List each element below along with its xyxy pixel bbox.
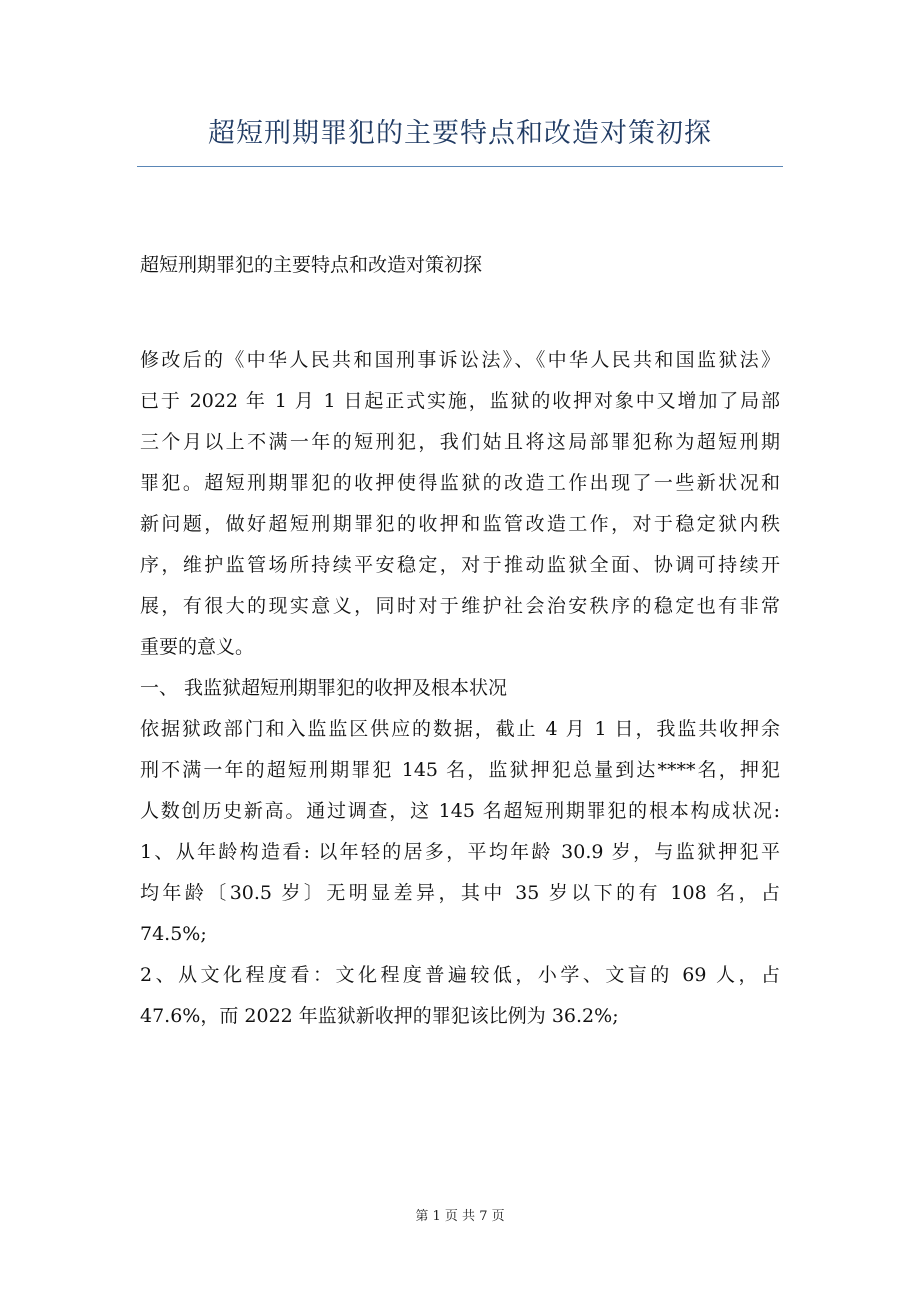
body-line: 人数创历史新高。通过调查，这 145 名超短刑期罪犯的根本构成状况: <box>140 800 780 822</box>
body-line: 依据狱政部门和入监监区供应的数据，截止 4 月 1 日，我监共收押余 <box>140 718 780 740</box>
page-footer: 第 1 页 共 7 页 <box>415 1209 505 1224</box>
body-line: 罪犯。超短刑期罪犯的收押使得监狱的改造工作出现了一些新状况和 <box>140 472 780 494</box>
body-line: 2、从文化程度看：文化程度普遍较低，小学、文盲的 69 人，占 <box>140 964 780 986</box>
document-subtitle: 超短刑期罪犯的主要特点和改造对策初探 <box>140 254 483 276</box>
body-line: 序，维护监管场所持续平安稳定，对于推动监狱全面、协调可持续开 <box>140 554 780 576</box>
body-line: 1、从年龄构造看: 以年轻的居多，平均年龄 30.9 岁，与监狱押犯平 <box>140 841 780 863</box>
body-line: 重要的意义。 <box>140 636 255 658</box>
body-line: 47.6%，而 2022 年监狱新收押的罪犯该比例为 36.2%; <box>140 1005 619 1027</box>
body-line: 均年龄〔30.5 岁〕无明显差异，其中 35 岁以下的有 108 名，占 <box>140 882 780 904</box>
body-line: 新问题，做好超短刑期罪犯的收押和监管改造工作，对于稳定狱内秩 <box>140 513 780 535</box>
body-line: 74.5%; <box>140 923 207 945</box>
document-body <box>140 340 780 1037</box>
body-line: 刑不满一年的超短刑期罪犯 145 名，监狱押犯总量到达****名，押犯 <box>140 759 780 781</box>
page-title: 超短刑期罪犯的主要特点和改造对策初探 <box>208 118 712 149</box>
body-line: 修改后的《中华人民共和国刑事诉讼法》、《中华人民共和国监狱法》 <box>140 349 780 371</box>
body-line: 三个月以上不满一年的短刑犯，我们姑且将这局部罪犯称为超短刑期 <box>140 431 780 453</box>
title-underline <box>137 166 783 167</box>
body-line: 展，有很大的现实意义，同时对于维护社会治安秩序的稳定也有非常 <box>140 595 780 617</box>
body-line: 已于 2022 年 1 月 1 日起正式实施，监狱的收押对象中又增加了局部 <box>140 390 780 412</box>
section-heading: 一、 我监狱超短刑期罪犯的收押及根本状况 <box>140 677 508 699</box>
